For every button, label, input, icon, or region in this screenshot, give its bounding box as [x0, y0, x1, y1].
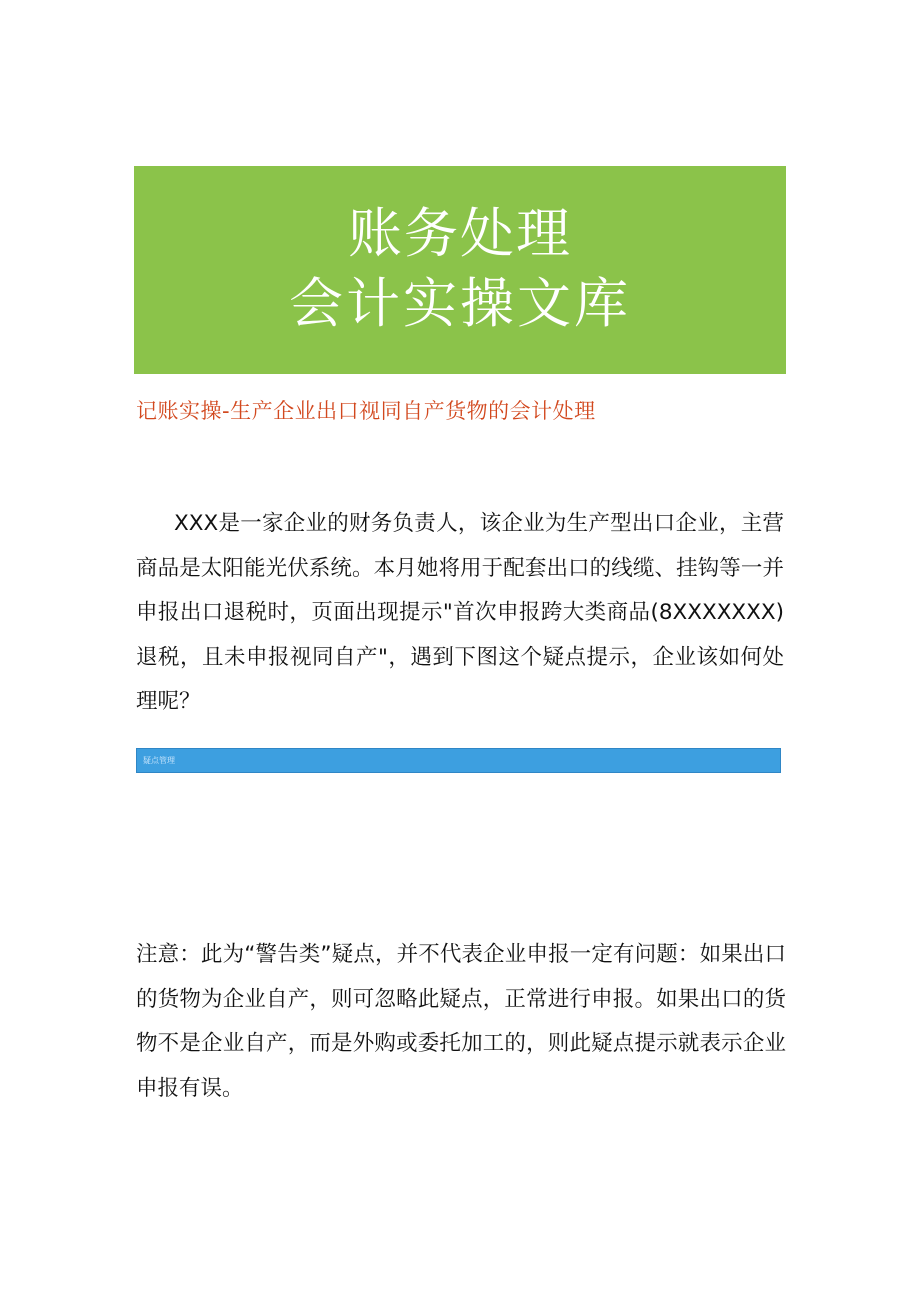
banner-title: 账务处理 — [348, 202, 572, 265]
embedded-screenshot-bar — [136, 748, 781, 773]
article-title: 记账实操-生产企业出口视同自产货物的会计处理 — [136, 399, 596, 423]
banner-subtitle: 会计实操文库 — [289, 272, 631, 335]
title-banner — [134, 166, 786, 374]
note-paragraph: 注意：此为“警告类”疑点，并不代表企业申报一定有问题：如果出口的货物为企业自产，则可忽略此疑点，正常进行申报。如果出口的货物不是企业自产，而是外购或委托加工的，则此疑点提示就表示企业申报有误。 — [136, 942, 786, 1101]
screenshot-bar-label: 疑点管理 — [143, 756, 175, 765]
body-paragraph: XXX是一家企业的财务负责人，该企业为生产型出口企业，主营商品是太阳能光伏系统。本月她将用于配套出口的线缆、挂钩等一并申报出口退税时，页面出现提示"首次申报跨大类商品(8XXXXXXX)退税，且未申报视同自产"，遇到下图这个疑点提示，企业该如何处理呢？ — [136, 511, 784, 714]
